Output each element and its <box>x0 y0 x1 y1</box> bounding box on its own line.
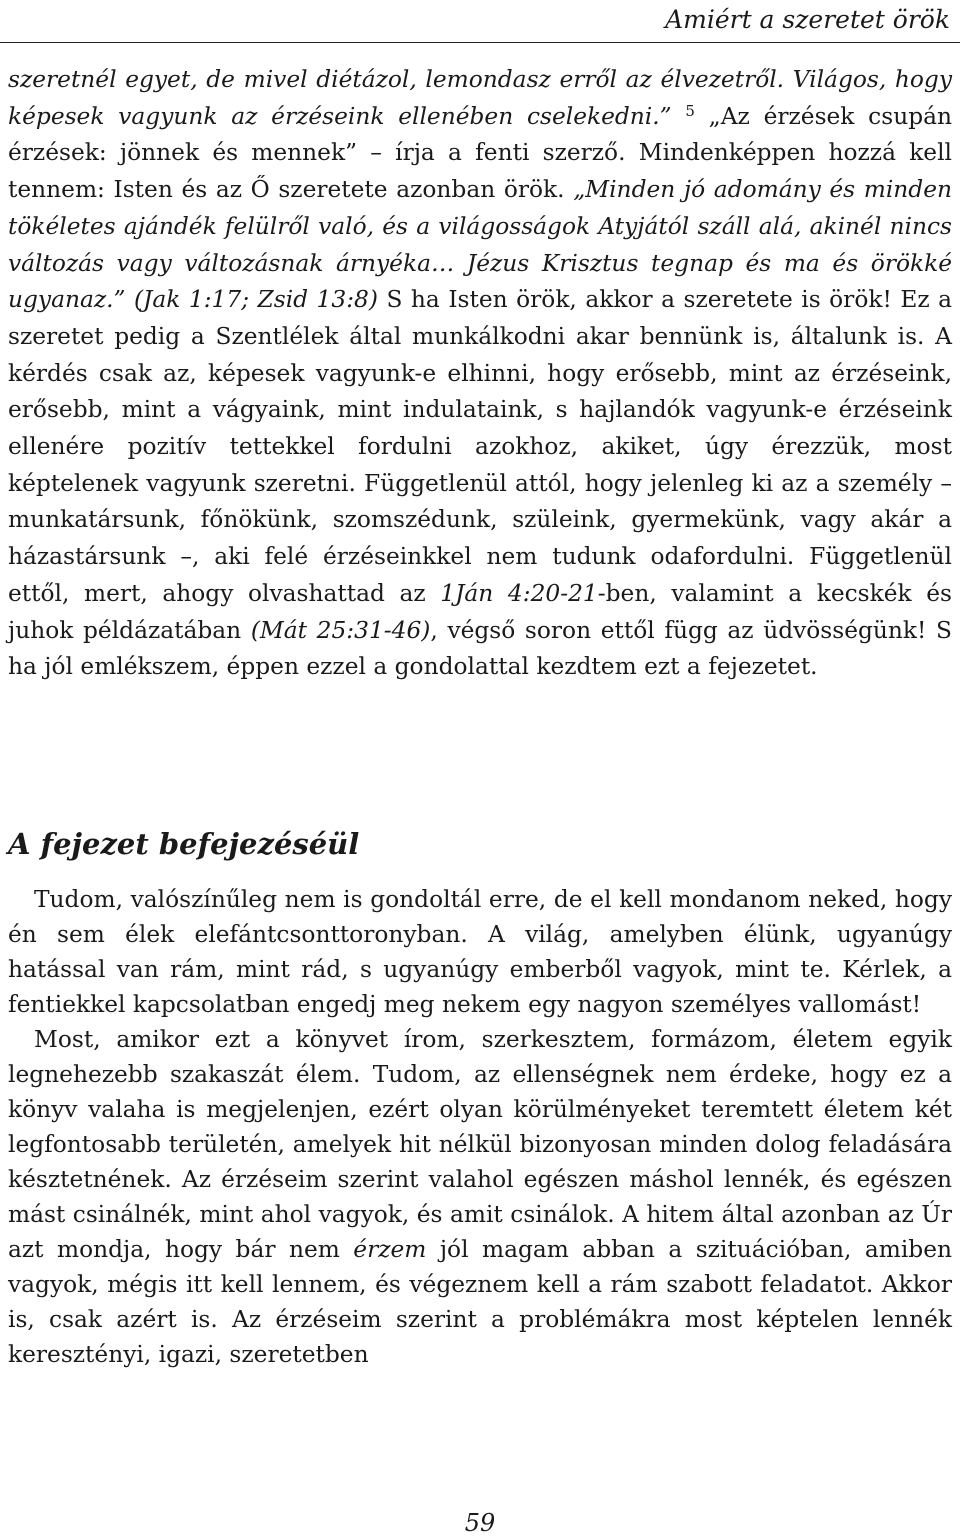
footnote-marker: 5 <box>685 101 695 120</box>
paragraph-1-text-b: S ha Isten örök, akkor a szeretete is örök! Ez a szeretet pedig a Szentlélek által munkálkodni akar bennünk is, általunk is. A kérdés csak az, képesek vagyunk-e elhinni, hogy erősebb, mint az érzéseink, erősebb, mint a vágyaink, mint indulataink, s hajlandók vagyunk-e érzéseink ellenére pozitív tettekkel fordulni azokhoz, akiket, úgy érezzük, most képtelenek vagyunk szeretni. Függetlenül attól, hogy jelenleg ki az a személy – munkatársunk, főnökünk, szomszédunk, szüleink, gyermekünk, vagy akár a házastársunk –, aki felé érzéseinkkel nem tudunk odafordulni. Függetlenül ettől, mert, ahogy olvashattad az <box>8 286 952 607</box>
section-heading: A fejezet befejezéséül <box>8 827 360 861</box>
paragraph-3 <box>8 1022 952 1372</box>
paragraph-1-text-d: , végső soron ettől függ az üdvösségünk! S ha jól emlékszem, éppen ezzel a gondolattal kezdtem ezt a fejezetet. <box>8 616 952 681</box>
paragraph-1-text-a: „Az érzések csupán érzések: jönnek és mennek” – írja a fenti szerző. Mindenképpen hozzá kell tennem: Isten és az Ő szeretete azonban örök. <box>8 102 953 204</box>
paragraph-1-bible-quote: „Minden jó adomány és minden tökéletes ajándék felülről való, és a világosságok Atyjától száll alá, akinél nincs változás vagy változásnak árnyéka… Jézus Krisztus tegnap és ma és örökké ugyanaz.” (Jak 1:17; Zsid 13:8) <box>8 176 952 314</box>
paragraph-3-text-a: Most, amikor ezt a könyvet írom, szerkesztem, formázom, életem egyik legnehezebb szakaszát élem. Tudom, az ellenségnek nem érdeke, hogy ez a könyv valaha is megjelenjen, ezért olyan körülményeket teremtett életem két legfontosabb területén, amelyek hit nélkül bizonyosan minden dolog feladására késztetnének. Az érzéseim szerint valahol egészen máshol lennék, és egészen mást csinálnék, mint ahol vagyok, és amit csinálok. A hitem által azonban az Úr azt mondja, hogy bár nem <box>8 1026 952 1263</box>
running-header: Amiért a szeretet örök <box>665 5 950 34</box>
header-rule <box>0 42 960 43</box>
page-number: 59 <box>464 1509 496 1537</box>
body-text-top <box>8 62 952 686</box>
body-text-bottom <box>8 882 952 1372</box>
paragraph-1-text-c: -ben, valamint a kecskék és juhok példázatában <box>8 579 953 644</box>
bible-reference-1jan: 1Ján 4:20-21 <box>440 579 598 607</box>
paragraph-3-emphasis: érzem <box>353 1236 427 1263</box>
paragraph-3-text-b: jól magam abban a szituációban, amiben vagyok, mégis itt kell lennem, és végeznem kell a rám szabott feladatot. Akkor is, csak azért is. Az érzéseim szerint a problémákra most képtelen lennék keresztényi, igazi, szeretetben <box>8 1236 952 1368</box>
paragraph-1 <box>8 62 952 686</box>
bible-reference-mat: (Mát 25:31-46) <box>250 616 431 644</box>
paragraph-2: Tudom, valószínűleg nem is gondoltál erre, de el kell mondanom neked, hogy én sem élek elefántcsonttoronyban. A világ, amelyben élünk, ugyanúgy hatással van rám, mint rád, s ugyanúgy emberből vagyok, mint te. Kérlek, a fentiekkel kapcsolatban engedj meg nekem egy nagyon személyes vallomást! <box>8 886 952 1018</box>
paragraph-1-quote-end: szeretnél egyet, de mivel diétázol, lemondasz erről az élvezetről. Világos, hogy képesek vagyunk az érzéseink ellenében cselekedni.” <box>8 66 952 130</box>
